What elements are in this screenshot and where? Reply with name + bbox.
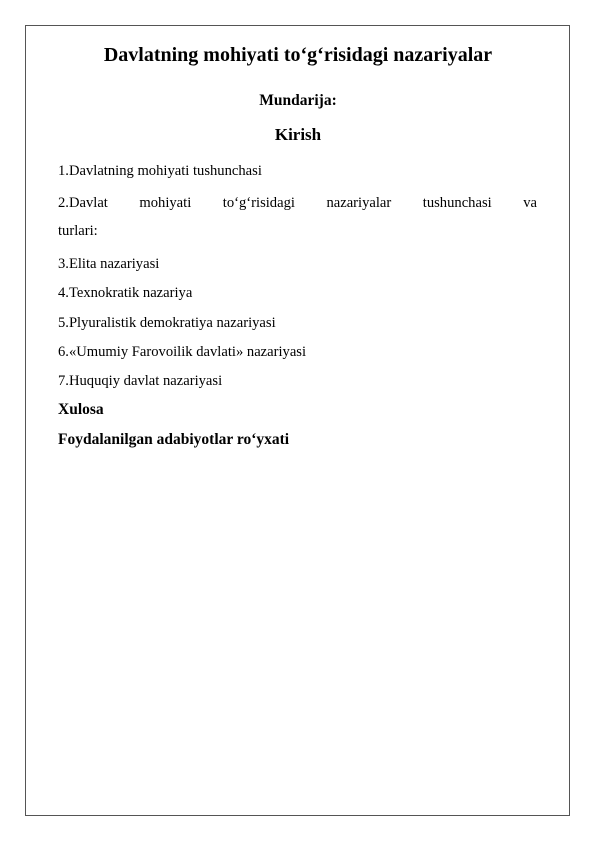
toc-item-2 — [58, 193, 537, 213]
toc-item-2-word: tushunchasi — [422, 195, 492, 211]
toc-item-2-word: nazariyalar — [326, 195, 392, 211]
document-title: Davlatning mohiyati to‘g‘risidagi nazariyalar — [103, 44, 493, 66]
toc-item-2-word: 2.Davlat — [58, 195, 108, 211]
toc-item-5: 5.Plyuralistik demokratiya nazariyasi — [58, 315, 276, 331]
toc-item-3: 3.Elita nazariyasi — [58, 256, 160, 272]
conclusion-heading: Xulosa — [58, 401, 104, 418]
toc-item-7: 7.Huquqiy davlat nazariyasi — [58, 373, 223, 389]
toc-item-6: 6.«Umumiy Farovoilik davlati» nazariyasi — [58, 344, 307, 360]
toc-item-2-word: va — [523, 195, 537, 211]
toc-item-4: 4.Texnokratik nazariya — [58, 285, 193, 301]
contents-heading: Mundarija: — [259, 92, 337, 109]
intro-heading: Kirish — [274, 125, 322, 144]
toc-item-2-word: mohiyati — [139, 195, 192, 211]
toc-item-1: 1.Davlatning mohiyati tushunchasi — [58, 163, 262, 179]
toc-item-2-continuation: turlari: — [58, 223, 98, 239]
toc-item-2-word: to‘g‘risidagi — [222, 195, 295, 211]
references-heading: Foydalanilgan adabiyotlar ro‘yxati — [58, 431, 290, 448]
